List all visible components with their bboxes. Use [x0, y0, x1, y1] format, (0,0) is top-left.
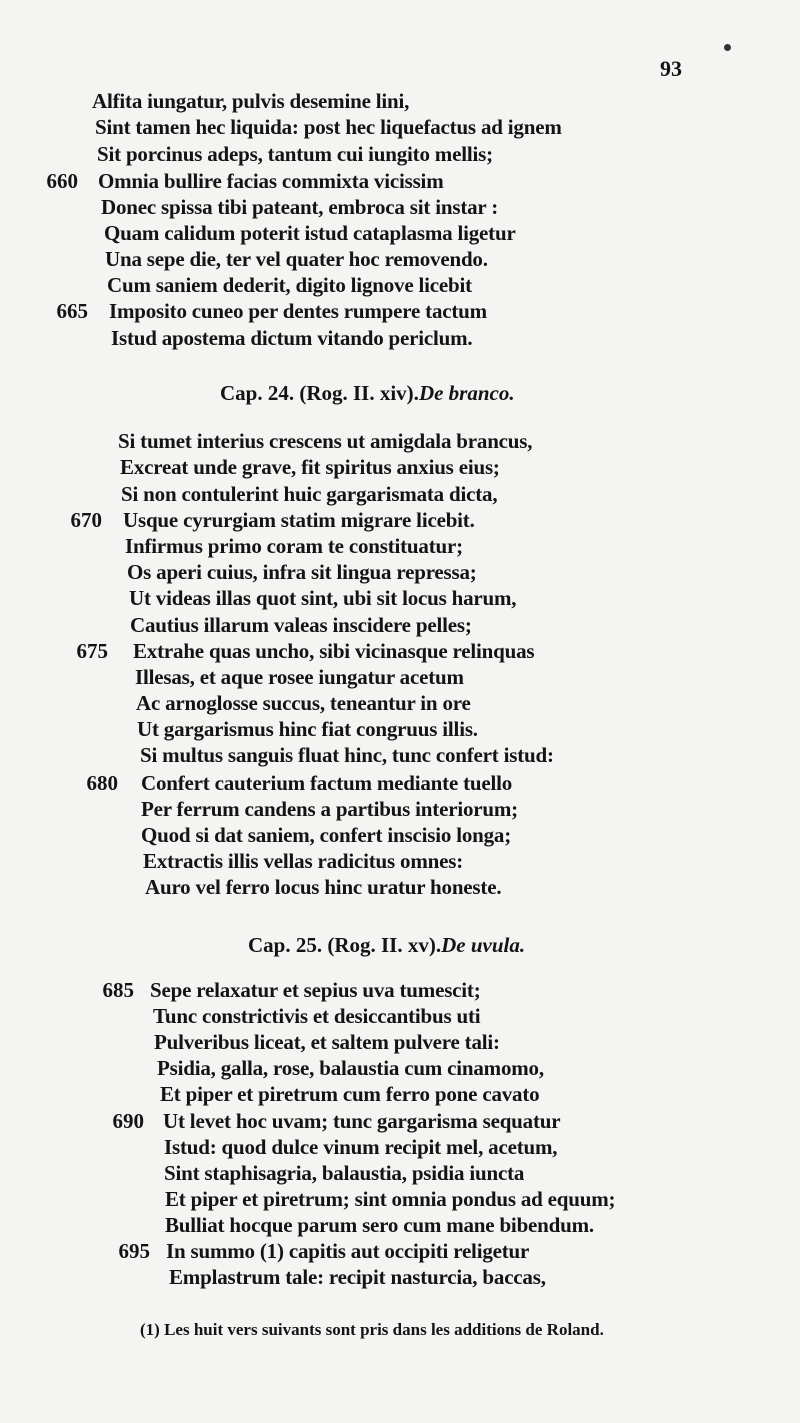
line-number: 685 — [102, 978, 134, 1002]
line-number: 670 — [70, 508, 102, 532]
verse-line: Quod si dat saniem, confert inscisio longa; — [141, 823, 512, 847]
chapter-title: De uvula. — [441, 933, 526, 957]
verse-line: Bulliat hocque parum sero cum mane bibendum. — [165, 1213, 594, 1237]
verse-line: Ac arnoglosse succus, teneantur in ore — [136, 691, 471, 715]
verse-line: Psidia, galla, rose, balaustia cum cinamomo, — [157, 1056, 544, 1080]
verse-line: Os aperi cuius, infra sit lingua repressa; — [127, 560, 477, 584]
verse-line: Sepe relaxatur et sepius uva tumescit; — [150, 978, 481, 1002]
verse-line: Si multus sanguis fluat hinc, tunc confert istud: — [140, 743, 554, 767]
verse-line: In summo (1) capitis aut occipiti religetur — [166, 1239, 530, 1263]
line-number: 680 — [86, 771, 118, 795]
verse-line: Illesas, et aque rosee iungatur acetum — [135, 665, 464, 689]
verse-line: Una sepe die, ter vel quater hoc removendo. — [105, 247, 488, 271]
verse-line: Cautius illarum valeas inscidere pelles; — [130, 613, 472, 637]
verse-line: Et piper et piretrum cum ferro pone cavato — [160, 1082, 540, 1106]
verse-line: Quam calidum poterit istud cataplasma ligetur — [104, 221, 516, 245]
line-number: 660 — [46, 169, 78, 193]
verse-line: Si tumet interius crescens ut amigdala brancus, — [118, 429, 533, 453]
chapter-label: Cap. 24. (Rog. II. xiv). — [220, 381, 419, 405]
verse-line: Tunc constrictivis et desiccantibus uti — [153, 1004, 481, 1028]
verse-line: Ut levet hoc uvam; tunc gargarisma sequatur — [163, 1109, 561, 1133]
verse-line: Et piper et piretrum; sint omnia pondus ad equum; — [165, 1187, 616, 1211]
page-number: 93 — [660, 56, 682, 81]
verse-line: Imposito cuneo per dentes rumpere tactum — [109, 299, 487, 323]
verse-line: Sint staphisagria, balaustia, psidia iuncta — [164, 1161, 525, 1185]
verse-line: Istud apostema dictum vitando periclum. — [111, 326, 473, 350]
chapter-title: De branco. — [418, 381, 515, 405]
chapter-label: Cap. 25. (Rog. II. xv). — [248, 933, 442, 957]
chapter-heading — [220, 380, 515, 406]
verse-line: Excreat unde grave, fit spiritus anxius eius; — [120, 455, 500, 479]
verse-line: Per ferrum candens a partibus interiorum; — [141, 797, 518, 821]
verse-line: Istud: quod dulce vinum recipit mel, acetum, — [164, 1135, 558, 1159]
verse-line: Infirmus primo coram te constituatur; — [125, 534, 463, 558]
line-number: 690 — [112, 1109, 144, 1133]
verse-line: Emplastrum tale: recipit nasturcia, baccas, — [169, 1265, 546, 1289]
verse-line: Sint tamen hec liquida: post hec liquefactus ad ignem — [95, 115, 562, 139]
verse-line: Alfita iungatur, pulvis desemine lini, — [92, 89, 410, 113]
verse-line: Pulveribus liceat, et saltem pulvere tali: — [154, 1030, 500, 1054]
verse-line: Donec spissa tibi pateant, embroca sit instar : — [101, 195, 498, 219]
verse-line: Extrahe quas uncho, sibi vicinasque relinquas — [133, 639, 535, 663]
verse-line: Cum saniem dederit, digito lignove licebit — [107, 273, 472, 297]
verse-line: Omnia bullire facias commixta vicissim — [98, 169, 444, 193]
line-number: 695 — [118, 1239, 150, 1263]
verse-line: Si non contulerint huic gargarismata dicta, — [121, 482, 498, 506]
line-number: 665 — [56, 299, 88, 323]
verse-line: Usque cyrurgiam statim migrare licebit. — [123, 508, 475, 532]
chapter-heading — [248, 932, 525, 958]
line-number: 675 — [76, 639, 108, 663]
footnote: (1) Les huit vers suivants sont pris dans les additions de Roland. — [140, 1320, 604, 1339]
verse-line: Extractis illis vellas radicitus omnes: — [143, 849, 464, 873]
verse-line: Auro vel ferro locus hinc uratur honeste. — [145, 875, 502, 899]
verse-line: Confert cauterium factum mediante tuello — [141, 771, 513, 795]
verse-line: Ut videas illas quot sint, ubi sit locus harum, — [129, 586, 517, 610]
ink-spot — [724, 44, 731, 51]
verse-line: Ut gargarismus hinc fiat congruus illis. — [137, 717, 478, 741]
verse-line: Sit porcinus adeps, tantum cui iungito mellis; — [97, 142, 493, 166]
